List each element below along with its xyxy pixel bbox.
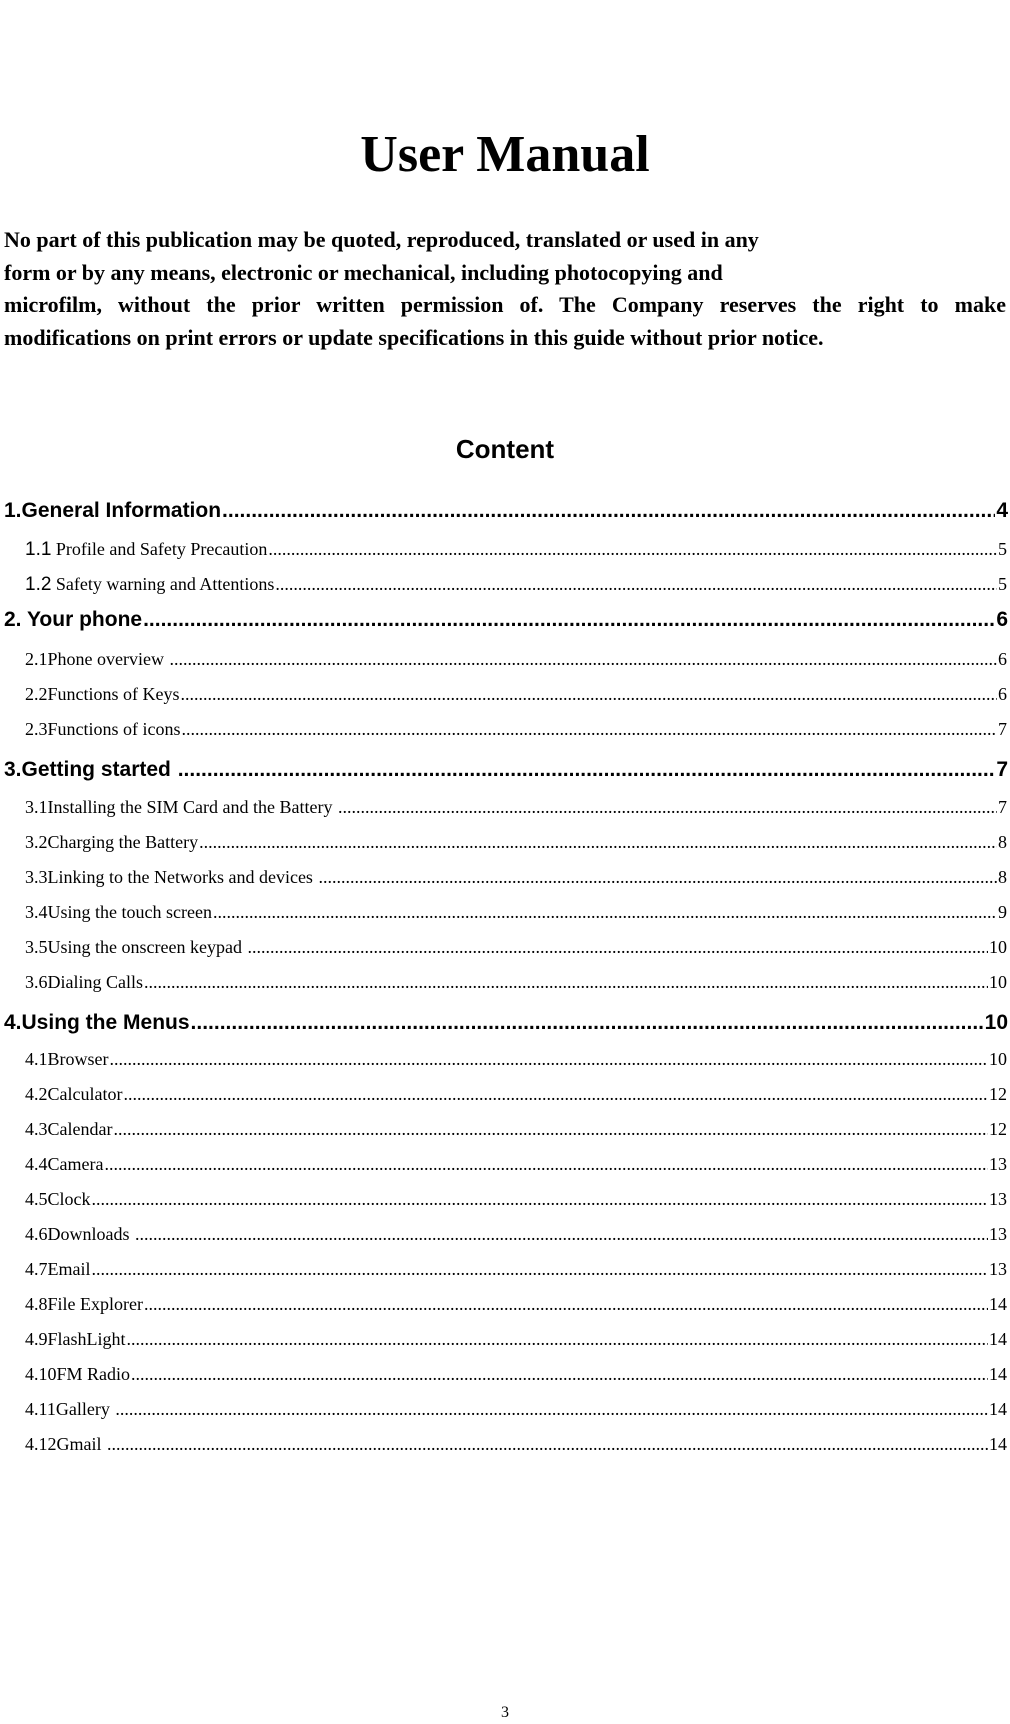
toc-entry-title: Using the onscreen keypad <box>47 937 247 957</box>
toc-subsection-entry[interactable] <box>25 933 1007 961</box>
toc-entry-title: Profile and Safety Precaution <box>51 539 268 559</box>
toc-entry-label <box>4 755 177 785</box>
toc-dot-leader <box>104 1150 988 1178</box>
toc-entry-title: Browser <box>47 1049 109 1069</box>
toc-subsection-entry[interactable] <box>25 863 1007 891</box>
toc-page-number: 8 <box>998 867 1007 887</box>
toc-entry-number: 2.3 <box>25 719 48 739</box>
notice-line: microfilm, without the prior written permission of. The Company reserves the right to make <box>4 292 1006 317</box>
toc-dot-leader <box>143 605 995 635</box>
toc-page-number: 10 <box>989 972 1007 992</box>
toc-subsection-entry[interactable] <box>25 645 1007 673</box>
toc-entry-number: 4.8 <box>25 1294 48 1314</box>
toc-page-number: 7 <box>998 719 1007 739</box>
toc-entry-label <box>25 968 143 996</box>
toc-entry-number: 1.1 <box>25 539 52 560</box>
toc-entry-title: General Information <box>21 499 222 522</box>
toc-entry-label <box>25 570 274 598</box>
toc-page-number: 13 <box>989 1224 1007 1244</box>
toc-entry-label <box>4 496 221 526</box>
toc-page-number: 10 <box>989 1049 1007 1069</box>
toc-entry-number: 4.4 <box>25 1154 48 1174</box>
notice-line: modifications on print errors or update specifications in this guide without prior notice. <box>4 324 824 350</box>
toc-dot-leader <box>181 680 998 708</box>
toc-entry-number: 3. <box>4 758 22 781</box>
toc-subsection-entry[interactable] <box>25 680 1007 708</box>
toc-page-number: 10 <box>984 1011 1008 1034</box>
toc-dot-leader <box>123 1080 988 1108</box>
toc-entry-number: 3.4 <box>25 902 48 922</box>
toc-entry-title: Gallery <box>55 1399 115 1419</box>
toc-entry-number: 2. <box>4 608 22 631</box>
toc-dot-leader <box>131 1360 988 1388</box>
toc-page-number: 6 <box>996 608 1008 631</box>
toc-subsection-entry[interactable] <box>25 828 1007 856</box>
toc-page-number: 14 <box>989 1364 1007 1384</box>
toc-entry-label <box>25 1080 122 1108</box>
toc-entry-number: 3.6 <box>25 972 48 992</box>
toc-page-number: 6 <box>998 684 1007 704</box>
copyright-notice <box>4 224 1006 354</box>
toc-entry-title: Safety warning and Attentions <box>51 574 275 594</box>
toc-entry-label <box>25 1325 126 1353</box>
toc-subsection-entry[interactable] <box>25 1220 1007 1248</box>
toc-entry-number: 4. <box>4 1011 22 1034</box>
toc-entry-number: 1.2 <box>25 574 52 595</box>
toc-dot-leader <box>110 1045 989 1073</box>
toc-page-number: 7 <box>996 758 1008 781</box>
toc-dot-leader <box>318 863 997 891</box>
toc-page-number: 14 <box>989 1399 1007 1419</box>
toc-entry-number: 4.11 <box>25 1399 56 1419</box>
toc-page-number: 13 <box>989 1189 1007 1209</box>
toc-dot-leader <box>113 1115 988 1143</box>
toc-entry-title: Downloads <box>47 1224 134 1244</box>
toc-entry-label <box>25 1395 114 1423</box>
notice-line: No part of this publication may be quoted, reproduced, translated or used in any <box>4 227 759 252</box>
toc-entry-label <box>25 828 198 856</box>
toc-page-number: 13 <box>989 1259 1007 1279</box>
toc-section-entry[interactable] <box>4 1008 1008 1038</box>
toc-subsection-entry[interactable] <box>25 570 1007 598</box>
toc-section-entry[interactable] <box>4 605 1008 635</box>
toc-subsection-entry[interactable] <box>25 1430 1007 1458</box>
toc-page-number: 14 <box>989 1329 1007 1349</box>
toc-entry-number: 2.2 <box>25 684 48 704</box>
toc-subsection-entry[interactable] <box>25 1325 1007 1353</box>
toc-entry-number: 2.1 <box>25 649 48 669</box>
toc-page-number: 14 <box>989 1294 1007 1314</box>
toc-subsection-entry[interactable] <box>25 1150 1007 1178</box>
toc-entry-label <box>25 1430 106 1458</box>
toc-entry-title: Your phone <box>21 608 143 631</box>
toc-page-number: 9 <box>998 902 1007 922</box>
toc-entry-label <box>25 1255 91 1283</box>
toc-entry-number: 4.10 <box>25 1364 57 1384</box>
toc-entry-label <box>25 1220 134 1248</box>
toc-dot-leader <box>127 1325 988 1353</box>
toc-dot-leader <box>338 793 997 821</box>
toc-entry-number: 4.2 <box>25 1084 48 1104</box>
toc-section-entry[interactable] <box>4 496 1008 526</box>
toc-entry-label <box>25 793 337 821</box>
toc-entry-label <box>25 1045 109 1073</box>
toc-entry-title: Calendar <box>47 1119 113 1139</box>
toc-entry-title: Dialing Calls <box>47 972 143 992</box>
toc-entry-label <box>25 863 317 891</box>
toc-page-number: 10 <box>989 937 1007 957</box>
toc-subsection-entry[interactable] <box>25 1290 1007 1318</box>
toc-entry-number: 1. <box>4 499 22 522</box>
toc-page-number: 12 <box>989 1119 1007 1139</box>
notice-line: form or by any means, electronic or mechanical, including photocopying and <box>4 259 723 285</box>
toc-subsection-entry[interactable] <box>25 715 1007 743</box>
toc-dot-leader <box>199 828 997 856</box>
toc-dot-leader <box>169 645 997 673</box>
toc-dot-leader <box>144 1290 988 1318</box>
toc-dot-leader <box>182 715 998 743</box>
toc-entry-title: Charging the Battery <box>47 832 199 852</box>
toc-subsection-entry[interactable] <box>25 793 1007 821</box>
toc-entry-label <box>25 1150 103 1178</box>
toc-entry-title: Using the touch screen <box>47 902 212 922</box>
page-number: 3 <box>501 1704 509 1721</box>
toc-entry-label <box>25 1185 91 1213</box>
toc-entry-label <box>25 1290 143 1318</box>
toc-entry-title: Installing the SIM Card and the Battery <box>47 797 337 817</box>
toc-entry-number: 3.1 <box>25 797 48 817</box>
toc-dot-leader <box>144 968 988 996</box>
toc-page-number: 6 <box>998 649 1007 669</box>
toc-page-number: 5 <box>998 574 1007 594</box>
toc-entry-label <box>25 645 168 673</box>
toc-entry-title: File Explorer <box>47 1294 143 1314</box>
toc-subsection-entry[interactable] <box>25 1255 1007 1283</box>
toc-dot-leader <box>92 1185 989 1213</box>
toc-page-number: 8 <box>998 832 1007 852</box>
toc-subsection-entry[interactable] <box>25 1115 1007 1143</box>
toc-dot-leader <box>191 1008 984 1038</box>
toc-page-number: 12 <box>989 1084 1007 1104</box>
toc-dot-leader <box>178 755 996 785</box>
toc-entry-label <box>25 933 246 961</box>
toc-entry-title: Using the Menus <box>21 1011 190 1034</box>
toc-entry-number: 3.3 <box>25 867 48 887</box>
toc-entry-title: Calculator <box>47 1084 123 1104</box>
toc-entry-number: 3.2 <box>25 832 48 852</box>
toc-subsection-entry[interactable] <box>25 1360 1007 1388</box>
toc-entry-label <box>25 715 181 743</box>
toc-entry-title: Phone overview <box>47 649 169 669</box>
toc-entry-label <box>4 605 142 635</box>
toc-dot-leader <box>275 570 997 598</box>
toc-entry-title: FM Radio <box>56 1364 131 1384</box>
toc-page-number: 4 <box>996 499 1008 522</box>
toc-subsection-entry[interactable] <box>25 898 1007 926</box>
toc-dot-leader <box>92 1255 989 1283</box>
toc-entry-title: FlashLight <box>47 1329 126 1349</box>
toc-entry-number: 4.12 <box>25 1434 57 1454</box>
toc-entry-label <box>25 1360 130 1388</box>
toc-subsection-entry[interactable] <box>25 535 1007 563</box>
toc-entry-label <box>25 898 212 926</box>
toc-page-number: 7 <box>998 797 1007 817</box>
toc-subsection-entry[interactable] <box>25 1395 1007 1423</box>
toc-entry-number: 4.1 <box>25 1049 48 1069</box>
toc-entry-title: Email <box>47 1259 91 1279</box>
toc-entry-number: 4.6 <box>25 1224 48 1244</box>
toc-entry-title: Getting started <box>21 758 177 781</box>
toc-dot-leader <box>268 535 997 563</box>
toc-dot-leader <box>135 1220 988 1248</box>
toc-dot-leader <box>115 1395 988 1423</box>
toc-entry-number: 4.7 <box>25 1259 48 1279</box>
toc-entry-title: Functions of icons <box>47 719 181 739</box>
toc-subsection-entry[interactable] <box>25 1185 1007 1213</box>
toc-entry-title: Camera <box>47 1154 104 1174</box>
toc-entry-label <box>25 680 180 708</box>
toc-dot-leader <box>107 1430 988 1458</box>
toc-page-number: 13 <box>989 1154 1007 1174</box>
toc-entry-number: 3.5 <box>25 937 48 957</box>
toc-dot-leader <box>222 496 995 526</box>
toc-subsection-entry[interactable] <box>25 1080 1007 1108</box>
toc-page-number: 5 <box>998 539 1007 559</box>
toc-entry-number: 4.5 <box>25 1189 48 1209</box>
toc-section-entry[interactable] <box>4 755 1008 785</box>
toc-page-number: 14 <box>989 1434 1007 1454</box>
toc-entry-label <box>25 1115 112 1143</box>
toc-entry-number: 4.9 <box>25 1329 48 1349</box>
page-title: User Manual <box>360 126 650 183</box>
toc-entry-title: Clock <box>47 1189 91 1209</box>
toc-subsection-entry[interactable] <box>25 1045 1007 1073</box>
toc-dot-leader <box>247 933 988 961</box>
toc-entry-title: Functions of Keys <box>47 684 180 704</box>
toc-entry-label <box>25 535 267 563</box>
toc-entry-title: Linking to the Networks and devices <box>47 867 318 887</box>
toc-entry-number: 4.3 <box>25 1119 48 1139</box>
content-heading: Content <box>455 434 555 464</box>
toc-subsection-entry[interactable] <box>25 968 1007 996</box>
toc-entry-label <box>4 1008 190 1038</box>
toc-dot-leader <box>213 898 997 926</box>
toc-entry-title: Gmail <box>56 1434 106 1454</box>
